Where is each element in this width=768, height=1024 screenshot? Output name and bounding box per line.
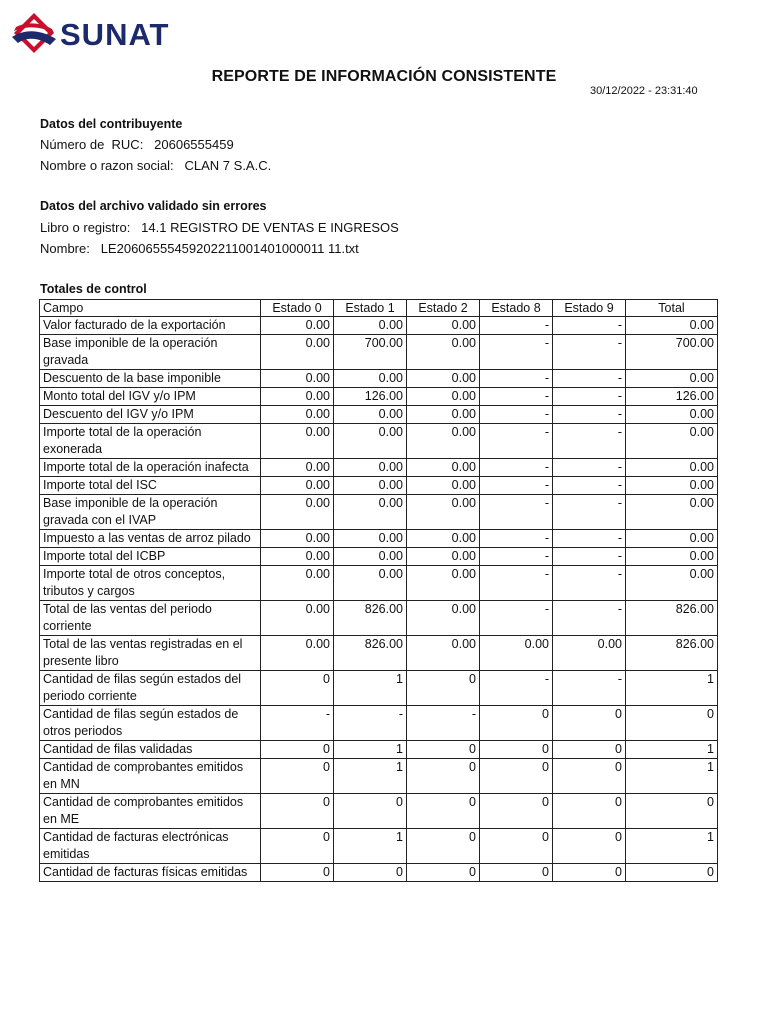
cell-value: 0: [480, 794, 553, 829]
cell-value: 0: [480, 706, 553, 741]
cell-value: 0.00: [261, 424, 334, 459]
cell-value: 0.00: [334, 495, 407, 530]
table-row: [40, 530, 718, 548]
table-body: [40, 317, 718, 882]
col-header-estado-9: Estado 9: [553, 300, 626, 317]
cell-value: 0.00: [334, 406, 407, 424]
cell-value: -: [553, 335, 626, 370]
archivo-nombre-label: Nombre:: [40, 241, 90, 256]
table-row: [40, 566, 718, 601]
cell-value: 0: [407, 759, 480, 794]
table-row: [40, 864, 718, 882]
cell-value: -: [553, 370, 626, 388]
cell-value: 0: [407, 829, 480, 864]
cell-campo: Cantidad de comprobantes emitidos en ME: [40, 794, 261, 829]
cell-value: 0: [407, 864, 480, 882]
cell-value: 0: [480, 864, 553, 882]
cell-value: 0.00: [480, 636, 553, 671]
cell-value: 0.00: [334, 317, 407, 335]
cell-campo: Cantidad de facturas electrónicas emitidas: [40, 829, 261, 864]
cell-value: 0.00: [334, 370, 407, 388]
cell-value: -: [480, 601, 553, 636]
libro-label: Libro o registro:: [40, 220, 131, 235]
cell-value: 0.00: [553, 636, 626, 671]
cell-value: 0: [334, 864, 407, 882]
cell-value: 0.00: [626, 424, 718, 459]
report-timestamp: 30/12/2022 - 23:31:40: [590, 85, 698, 97]
cell-campo: Cantidad de filas según estados de otros periodos: [40, 706, 261, 741]
cell-value: 0.00: [626, 406, 718, 424]
ruc-value: 20606555459: [154, 137, 234, 152]
cell-value: 1: [334, 671, 407, 706]
table-row: [40, 424, 718, 459]
cell-campo: Base imponible de la operación gravada: [40, 335, 261, 370]
cell-campo: Valor facturado de la exportación: [40, 317, 261, 335]
sunat-emblem-icon: [12, 13, 56, 53]
cell-value: -: [480, 424, 553, 459]
cell-value: 0.00: [407, 335, 480, 370]
cell-value: 0.00: [261, 370, 334, 388]
cell-value: 0.00: [407, 566, 480, 601]
cell-value: 0: [626, 706, 718, 741]
cell-value: 826.00: [334, 636, 407, 671]
col-header-estado-1: Estado 1: [334, 300, 407, 317]
cell-value: 0.00: [334, 424, 407, 459]
cell-value: 0.00: [407, 388, 480, 406]
cell-campo: Descuento del IGV y/o IPM: [40, 406, 261, 424]
section-archivo: Datos del archivo validado sin errores: [40, 199, 267, 213]
cell-value: 0.00: [261, 548, 334, 566]
cell-value: -: [553, 671, 626, 706]
cell-value: 0.00: [261, 477, 334, 495]
cell-value: -: [553, 388, 626, 406]
libro-line: [40, 220, 399, 235]
logo-text: SUNAT: [60, 17, 170, 52]
cell-value: 0.00: [626, 317, 718, 335]
cell-value: 0: [261, 671, 334, 706]
archivo-nombre-value: LE20606555459202211001401000011 11.txt: [100, 241, 359, 256]
cell-value: -: [553, 477, 626, 495]
cell-value: 126.00: [626, 388, 718, 406]
cell-value: 1: [334, 741, 407, 759]
cell-value: 0.00: [407, 495, 480, 530]
cell-value: 826.00: [626, 636, 718, 671]
cell-value: -: [553, 459, 626, 477]
table-row: [40, 477, 718, 495]
cell-value: 0.00: [261, 317, 334, 335]
cell-value: -: [407, 706, 480, 741]
cell-value: 0.00: [626, 530, 718, 548]
cell-value: -: [553, 406, 626, 424]
cell-value: 0: [553, 706, 626, 741]
cell-value: 0: [480, 741, 553, 759]
totales-table: [39, 299, 718, 882]
cell-value: -: [480, 370, 553, 388]
cell-value: 0: [480, 829, 553, 864]
cell-value: 826.00: [334, 601, 407, 636]
cell-campo: Total de las ventas del periodo corriente: [40, 601, 261, 636]
cell-value: -: [261, 706, 334, 741]
table-row: [40, 406, 718, 424]
table-row: [40, 636, 718, 671]
cell-value: 0.00: [407, 406, 480, 424]
cell-value: -: [553, 530, 626, 548]
col-header-campo: Campo: [40, 300, 261, 317]
table-row: [40, 335, 718, 370]
cell-value: 0: [553, 741, 626, 759]
cell-value: 0.00: [261, 530, 334, 548]
cell-value: -: [553, 424, 626, 459]
cell-value: -: [553, 495, 626, 530]
table-header-row: [40, 300, 718, 317]
cell-value: 0.00: [261, 335, 334, 370]
cell-campo: Base imponible de la operación gravada con el IVAP: [40, 495, 261, 530]
cell-value: 0: [553, 829, 626, 864]
table-row: [40, 317, 718, 335]
cell-campo: Cantidad de filas validadas: [40, 741, 261, 759]
cell-value: 1: [334, 759, 407, 794]
col-header-estado-2: Estado 2: [407, 300, 480, 317]
cell-value: 1: [626, 741, 718, 759]
cell-value: 126.00: [334, 388, 407, 406]
sunat-logo: [10, 9, 210, 59]
cell-value: 0: [626, 864, 718, 882]
cell-value: -: [480, 530, 553, 548]
table-row: [40, 829, 718, 864]
cell-value: -: [553, 601, 626, 636]
cell-value: 0: [334, 794, 407, 829]
cell-value: 0.00: [261, 636, 334, 671]
table-row: [40, 741, 718, 759]
cell-value: -: [480, 459, 553, 477]
cell-campo: Importe total de la operación inafecta: [40, 459, 261, 477]
cell-value: 1: [626, 671, 718, 706]
cell-value: 0.00: [626, 477, 718, 495]
cell-campo: Importe total de la operación exonerada: [40, 424, 261, 459]
cell-campo: Cantidad de comprobantes emitidos en MN: [40, 759, 261, 794]
cell-value: 0.00: [261, 388, 334, 406]
cell-value: 0: [261, 864, 334, 882]
cell-value: 0: [407, 794, 480, 829]
cell-value: 0: [480, 759, 553, 794]
table-row: [40, 706, 718, 741]
cell-value: 700.00: [626, 335, 718, 370]
cell-value: 0: [407, 741, 480, 759]
cell-value: 0.00: [626, 495, 718, 530]
table-row: [40, 794, 718, 829]
table-row: [40, 671, 718, 706]
cell-value: 0: [407, 671, 480, 706]
col-header-estado-0: Estado 0: [261, 300, 334, 317]
cell-value: -: [480, 477, 553, 495]
cell-value: -: [480, 317, 553, 335]
cell-value: 0: [261, 741, 334, 759]
cell-value: -: [480, 671, 553, 706]
razon-social-label: Nombre o razon social:: [40, 158, 174, 173]
cell-value: 0.00: [334, 530, 407, 548]
cell-value: 1: [334, 829, 407, 864]
cell-value: -: [480, 335, 553, 370]
cell-campo: Descuento de la base imponible: [40, 370, 261, 388]
cell-value: 0: [553, 794, 626, 829]
table-row: [40, 495, 718, 530]
cell-campo: Importe total del ISC: [40, 477, 261, 495]
cell-value: -: [553, 566, 626, 601]
section-contribuyente: Datos del contribuyente: [40, 117, 183, 131]
cell-campo: Importe total de otros conceptos, tributos y cargos: [40, 566, 261, 601]
cell-value: 700.00: [334, 335, 407, 370]
cell-value: 0.00: [261, 566, 334, 601]
razon-social-line: [40, 158, 271, 173]
cell-value: -: [553, 317, 626, 335]
cell-value: 1: [626, 759, 718, 794]
table-row: [40, 459, 718, 477]
ruc-label: Número de RUC:: [40, 137, 144, 152]
cell-value: -: [480, 406, 553, 424]
cell-value: 0: [626, 794, 718, 829]
cell-campo: Importe total del ICBP: [40, 548, 261, 566]
cell-value: 0.00: [407, 317, 480, 335]
cell-value: 0.00: [261, 459, 334, 477]
cell-value: 0.00: [261, 406, 334, 424]
cell-value: -: [334, 706, 407, 741]
cell-value: 0.00: [626, 370, 718, 388]
cell-value: 0: [261, 759, 334, 794]
cell-value: -: [480, 495, 553, 530]
cell-value: 1: [626, 829, 718, 864]
cell-value: 0: [553, 759, 626, 794]
cell-value: 0: [553, 864, 626, 882]
cell-value: 0.00: [261, 495, 334, 530]
ruc-line: [40, 137, 234, 152]
cell-value: -: [480, 566, 553, 601]
archivo-nombre-line: [40, 241, 359, 256]
col-header-total: Total: [626, 300, 718, 317]
cell-value: 0.00: [407, 477, 480, 495]
cell-value: 0.00: [334, 548, 407, 566]
cell-value: -: [480, 388, 553, 406]
cell-value: 0.00: [407, 424, 480, 459]
cell-value: 0.00: [626, 566, 718, 601]
cell-value: 0: [261, 794, 334, 829]
table-row: [40, 370, 718, 388]
cell-value: 0.00: [334, 477, 407, 495]
cell-value: 826.00: [626, 601, 718, 636]
table-row: [40, 759, 718, 794]
libro-value: 14.1 REGISTRO DE VENTAS E INGRESOS: [141, 220, 399, 235]
cell-value: 0.00: [626, 548, 718, 566]
cell-campo: Monto total del IGV y/o IPM: [40, 388, 261, 406]
cell-value: 0.00: [334, 566, 407, 601]
cell-campo: Impuesto a las ventas de arroz pilado: [40, 530, 261, 548]
report-title: REPORTE DE INFORMACIÓN CONSISTENTE: [211, 68, 557, 85]
cell-value: 0.00: [261, 601, 334, 636]
cell-value: -: [553, 548, 626, 566]
cell-value: 0.00: [407, 370, 480, 388]
col-header-estado-8: Estado 8: [480, 300, 553, 317]
table-row: [40, 548, 718, 566]
cell-campo: Cantidad de facturas físicas emitidas: [40, 864, 261, 882]
table-row: [40, 388, 718, 406]
cell-value: 0.00: [407, 530, 480, 548]
cell-value: 0.00: [407, 459, 480, 477]
cell-value: 0.00: [407, 636, 480, 671]
cell-value: -: [480, 548, 553, 566]
cell-value: 0: [261, 829, 334, 864]
cell-campo: Cantidad de filas según estados del periodo corriente: [40, 671, 261, 706]
cell-value: 0.00: [334, 459, 407, 477]
cell-value: 0.00: [407, 548, 480, 566]
cell-campo: Total de las ventas registradas en el presente libro: [40, 636, 261, 671]
cell-value: 0.00: [626, 459, 718, 477]
cell-value: 0.00: [407, 601, 480, 636]
section-totales: Totales de control: [40, 282, 147, 296]
table-row: [40, 601, 718, 636]
razon-social-value: CLAN 7 S.A.C.: [184, 158, 272, 173]
